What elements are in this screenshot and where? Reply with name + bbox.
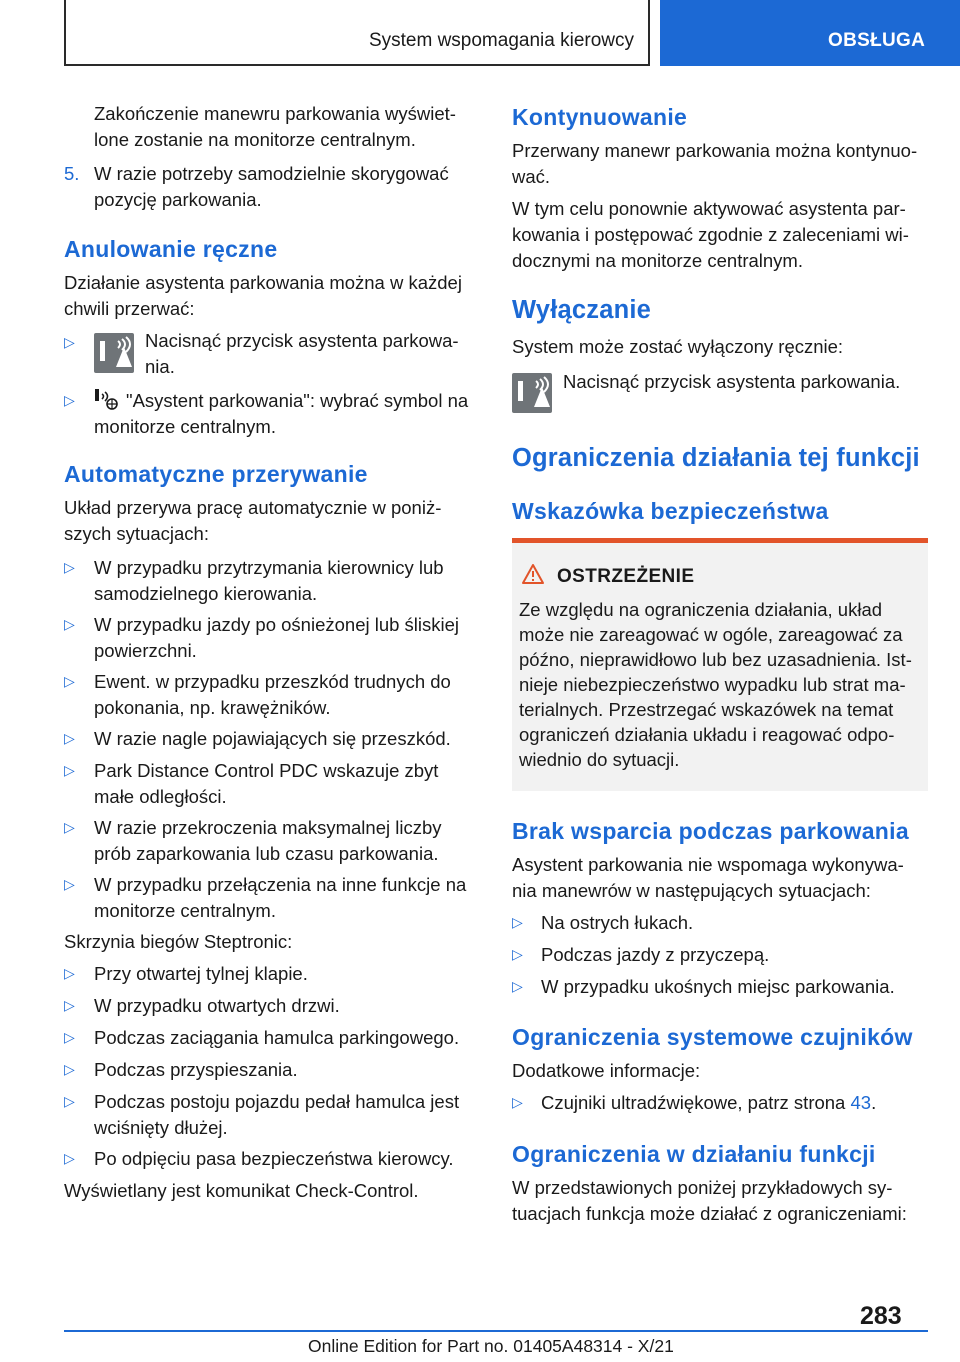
continue-p2-line-2: kowania i postępować zgodnie z zaleceniami wi‐ bbox=[512, 224, 909, 245]
heading-safety-note: Wskazówka bezpieczeństwa bbox=[512, 498, 829, 524]
steptronic-label: Skrzynia biegów Steptronic: bbox=[64, 931, 293, 952]
bullet-icon: ▷ bbox=[512, 946, 523, 962]
bullet-icon: ▷ bbox=[512, 978, 523, 994]
list-item bbox=[541, 1090, 876, 1116]
func-line-1: W przedstawionych poniżej przykładowych sy‐ bbox=[512, 1177, 893, 1198]
warning-line: wiednio do sytuacji. bbox=[519, 749, 680, 770]
list-item: W przypadku otwartych drzwi. bbox=[94, 995, 340, 1016]
list-item: Podczas przyspieszania. bbox=[94, 1059, 298, 1080]
list-item: pokonania, np. krawężników. bbox=[94, 697, 331, 718]
heading-function-restrictions: Ograniczenia w działaniu funkcji bbox=[512, 1141, 876, 1167]
list-item: W przypadku ukośnych miejsc parkowania. bbox=[541, 976, 895, 997]
bullet-icon: ▷ bbox=[64, 1093, 75, 1109]
warning-title: OSTRZEŻENIE bbox=[557, 566, 695, 587]
list-item: Po odpięciu pasa bezpieczeństwa kierowcy. bbox=[94, 1148, 454, 1169]
list-item: Podczas zaciągania hamulca parkingowego. bbox=[94, 1027, 460, 1048]
list-item: Park Distance Control PDC wskazuje zbyt bbox=[94, 760, 439, 781]
bullet-icon: ▷ bbox=[64, 616, 75, 632]
list-item: Podczas postoju pojazdu pedał hamulca jest bbox=[94, 1091, 460, 1112]
bullet-icon: ▷ bbox=[64, 1029, 75, 1045]
park-assist-button-icon bbox=[512, 373, 552, 413]
chapter-tab-label: OBSŁUGA bbox=[828, 30, 926, 51]
warning-line: może nie zareagować w ogóle, zareagować za bbox=[519, 624, 903, 645]
warning-triangle-icon bbox=[521, 563, 545, 590]
bullet-icon: ▷ bbox=[64, 997, 75, 1013]
intro-line-1: Zakończenie manewru parkowania wyświet‐ bbox=[94, 103, 456, 124]
bullet-icon: ▷ bbox=[512, 1094, 523, 1110]
switch-off-button-text: Nacisnąć przycisk asystenta parkowania. bbox=[563, 371, 901, 392]
bullet-icon: ▷ bbox=[64, 673, 75, 689]
sensor-item-end: . bbox=[871, 1092, 877, 1113]
footer-divider bbox=[64, 1330, 928, 1332]
mc-item-2-line-1: "Asystent parkowania": wybrać symbol na bbox=[126, 390, 469, 411]
list-item: Ewent. w przypadku przeszkód trudnych do bbox=[94, 671, 451, 692]
bullet-icon: ▷ bbox=[64, 392, 75, 408]
list-item: samodzielnego kierowania. bbox=[94, 583, 318, 604]
header-box bbox=[64, 0, 650, 66]
no-support-line-2: nia manewrów w następujących sytuacjach: bbox=[512, 880, 871, 901]
auto-line-1: Układ przerywa pracę automatycznie w poniż‐ bbox=[64, 497, 442, 518]
continue-p1-line-1: Przerwany manewr parkowania można kontynuo‐ bbox=[512, 140, 918, 161]
list-item: prób zaparkowania lub czasu parkowania. bbox=[94, 843, 439, 864]
bullet-icon: ▷ bbox=[64, 819, 75, 835]
bullet-icon: ▷ bbox=[64, 876, 75, 892]
step-5-line-1: W razie potrzeby samodzielnie skorygować bbox=[94, 163, 449, 184]
park-assist-button-icon bbox=[94, 333, 134, 373]
warning-line: nieje niebezpieczeństwo wypadku lub strat ma‐ bbox=[519, 674, 906, 695]
bullet-icon: ▷ bbox=[64, 965, 75, 981]
manual-cancel-line-1: Działanie asystenta parkowania można w każdej bbox=[64, 272, 462, 293]
footer-edition: Online Edition for Part no. 01405A48314 - X/21 bbox=[308, 1336, 674, 1356]
bullet-icon: ▷ bbox=[64, 762, 75, 778]
list-item: monitorze centralnym. bbox=[94, 900, 276, 921]
list-item: W razie nagle pojawiających się przeszkód. bbox=[94, 728, 451, 749]
heading-switch-off: Wyłączanie bbox=[512, 296, 652, 324]
bullet-icon: ▷ bbox=[64, 1150, 75, 1166]
heading-auto-interrupt: Automatyczne przerywanie bbox=[64, 461, 368, 487]
list-item: Przy otwartej tylnej klapie. bbox=[94, 963, 308, 984]
mc-item-1-line-2: nia. bbox=[145, 356, 175, 377]
mc-item-2-line-2: monitorze centralnym. bbox=[94, 416, 276, 437]
list-item: Podczas jazdy z przyczepą. bbox=[541, 944, 770, 965]
chapter-tab[interactable] bbox=[660, 0, 960, 66]
heading-sensor-limits: Ograniczenia systemowe czujników bbox=[512, 1024, 913, 1050]
warning-line: ograniczeń działania układu i reagować odpo‐ bbox=[519, 724, 895, 745]
list-item: W przypadku jazdy po ośnieżonej lub śliskiej bbox=[94, 614, 460, 635]
list-item: powierzchni. bbox=[94, 640, 197, 661]
warning-line: późno, nieprawidłowo lub bez uzasadnienia. Ist‐ bbox=[519, 649, 912, 670]
continue-p1-line-2: wać. bbox=[512, 166, 551, 187]
check-control-note: Wyświetlany jest komunikat Check-Control. bbox=[64, 1180, 419, 1201]
continue-p2-line-1: W tym celu ponownie aktywować asystenta par‐ bbox=[512, 198, 906, 219]
park-assist-symbol-icon bbox=[94, 388, 120, 417]
bullet-icon: ▷ bbox=[64, 559, 75, 575]
list-item: W przypadku przytrzymania kierownicy lub bbox=[94, 557, 444, 578]
no-support-line-1: Asystent parkowania nie wspomaga wykonywa‐ bbox=[512, 854, 904, 875]
step-5-line-2: pozycję parkowania. bbox=[94, 189, 262, 210]
sensor-item-text: Czujniki ultradźwiękowe, patrz strona bbox=[541, 1092, 851, 1113]
bullet-icon: ▷ bbox=[512, 914, 523, 930]
list-item: małe odległości. bbox=[94, 786, 227, 807]
warning-line: terialnych. Przestrzegać wskazówek na temat bbox=[519, 699, 894, 720]
warning-line: Ze względu na ograniczenia działania, układ bbox=[519, 599, 883, 620]
page-number: 283 bbox=[860, 1302, 902, 1330]
auto-line-2: szych sytuacjach: bbox=[64, 523, 209, 544]
heading-continue: Kontynuowanie bbox=[512, 104, 688, 130]
heading-manual-cancel: Anulowanie ręczne bbox=[64, 236, 278, 262]
list-item: W razie przekroczenia maksymalnej liczby bbox=[94, 817, 442, 838]
mc-item-1-line-1: Nacisnąć przycisk asystenta parkowa‐ bbox=[145, 330, 459, 351]
heading-function-limits: Ograniczenia działania tej funkcji bbox=[512, 444, 920, 472]
bullet-icon: ▷ bbox=[64, 730, 75, 746]
sensor-text: Dodatkowe informacje: bbox=[512, 1060, 701, 1081]
page-link[interactable]: 43 bbox=[850, 1092, 872, 1113]
heading-no-support: Brak wsparcia podczas parkowania bbox=[512, 818, 909, 844]
bullet-icon: ▷ bbox=[64, 1061, 75, 1077]
list-item: W przypadku przełączenia na inne funkcje na bbox=[94, 874, 467, 895]
section-title: System wspomagania kierowcy bbox=[368, 30, 634, 51]
func-line-2: tuacjach funkcja może działać z ograniczeniami: bbox=[512, 1203, 907, 1224]
list-item: wciśnięty dłużej. bbox=[94, 1117, 228, 1138]
intro-line-2: lone zostanie na monitorze centralnym. bbox=[94, 129, 416, 150]
continue-p2-line-3: docznymi na monitorze centralnym. bbox=[512, 250, 803, 271]
manual-cancel-line-2: chwili przerwać: bbox=[64, 298, 195, 319]
switch-off-text: System może zostać wyłączony ręcznie: bbox=[512, 336, 844, 357]
bullet-icon: ▷ bbox=[64, 334, 75, 350]
list-item: Na ostrych łukach. bbox=[541, 912, 694, 933]
step-5-number: 5. bbox=[64, 163, 80, 184]
